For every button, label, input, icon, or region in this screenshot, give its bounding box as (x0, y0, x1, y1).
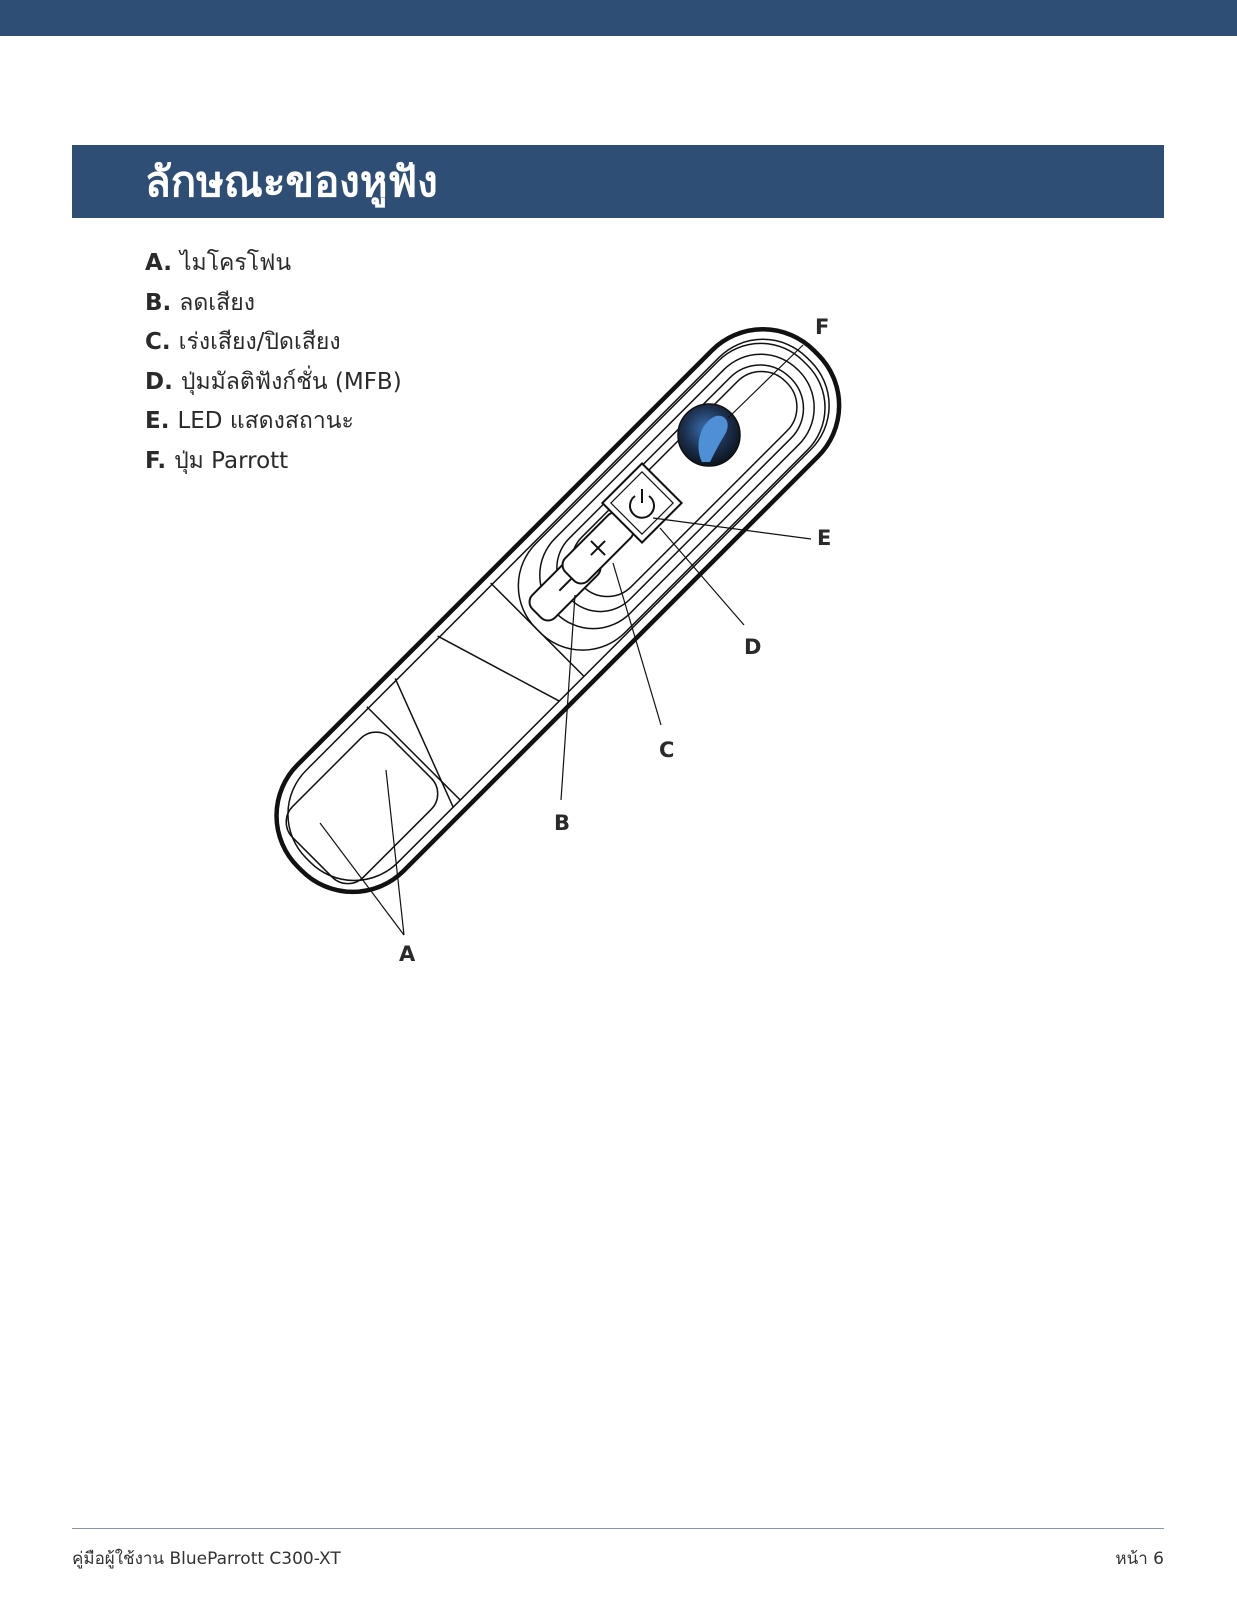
callout-label-b: B (554, 811, 571, 835)
feature-label: ลดเสียง (179, 289, 255, 316)
feature-letter: B. (145, 289, 172, 316)
page-title: ลักษณะของหูฟัง (145, 156, 438, 206)
footer-page-number: หน้า 6 (1115, 1549, 1164, 1569)
feature-label: เร่งเสียง/ปิดเสียง (178, 329, 341, 355)
callout-label-e: E (817, 526, 832, 550)
feature-letter: C. (145, 329, 171, 355)
footer-rule (72, 1528, 1164, 1529)
feature-letter: D. (145, 368, 173, 395)
callout-label-c: C (659, 738, 675, 762)
footer-manual-title: คู่มือผู้ใช้งาน BlueParrott C300-XT (72, 1549, 341, 1569)
parrot-button[interactable] (678, 404, 740, 466)
feature-label: ปุ่มมัลติฟังก์ชั่น (MFB) (180, 368, 402, 395)
feature-label: ปุ่ม Parrott (174, 447, 289, 474)
callout-label-f: F (815, 315, 830, 339)
feature-letter: E. (145, 408, 170, 434)
feature-label: LED แสดงสถานะ (177, 408, 354, 434)
feature-letter: A. (145, 250, 172, 276)
feature-label: ไมโครโฟน (179, 250, 292, 276)
feature-letter: F. (145, 447, 167, 474)
callout-label-a: A (399, 942, 416, 966)
callout-label-d: D (744, 635, 762, 659)
